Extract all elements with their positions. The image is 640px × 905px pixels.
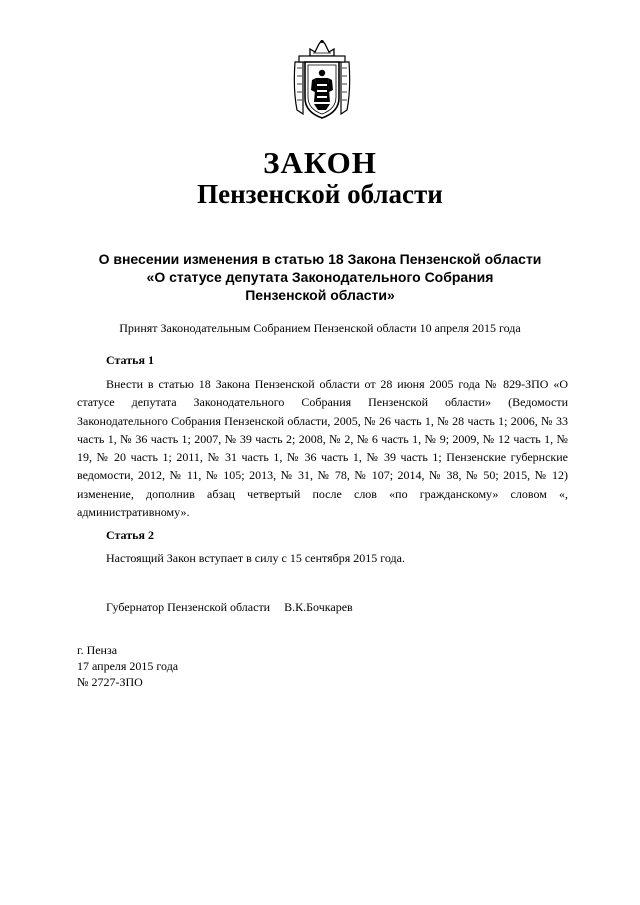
signature-name: В.К.Бочкарев (284, 600, 353, 614)
signature-title: Губернатор Пензенской области (106, 600, 271, 614)
law-subject (60, 250, 580, 304)
article-1-text: Внести в статью 18 Закона Пензенской области от 28 июня 2005 года № 829-ЗПО «О статусе депутата Законодательного Собрания Пензенской области» (Ведомости Законодательного Собрания Пензенской области, 2005, № 26 часть 1, № 28 часть 1; 2006, № 33 часть 1, № 36 часть 1; 2007, № 39 часть 2; 2008, № 2, № 6 часть 1, № 9; 2009, № 12 часть 1, № 19, № 20 часть 1; 2011, № 31 часть 1, № 36 часть 1, № 39 часть 1; Пензенские губернские ведомости, 2012, № 11, № 105; 2013, № 31, № 78, № 107; 2014, № 38, № 50; 2015, № 12) изменение, дополнив абзац четвертый после слов «по гражданскому» словом «, административному». (77, 377, 568, 520)
region-title: Пензенской области (197, 179, 443, 209)
footer-date: 17 апреля 2015 года (77, 659, 179, 673)
article-2-text: Настоящий Закон вступает в силу с 15 сентября 2015 года. (106, 551, 405, 565)
coat-of-arms-icon (293, 40, 351, 120)
signature-block (106, 599, 353, 615)
subject-line: «О статусе депутата Законодательного Собрания (146, 269, 494, 285)
adoption-note: Принят Законодательным Собранием Пензенской области 10 апреля 2015 года (119, 321, 521, 335)
article-2-heading: Статья 2 (106, 528, 154, 542)
subject-line: О внесении изменения в статью 18 Закона Пензенской области (98, 251, 542, 267)
footer-number: № 2727-ЗПО (77, 675, 143, 689)
footer-city: г. Пенза (77, 643, 118, 657)
subject-line: Пензенской области» (245, 287, 395, 303)
law-title: ЗАКОН (263, 145, 377, 180)
article-1-heading: Статья 1 (106, 353, 154, 367)
